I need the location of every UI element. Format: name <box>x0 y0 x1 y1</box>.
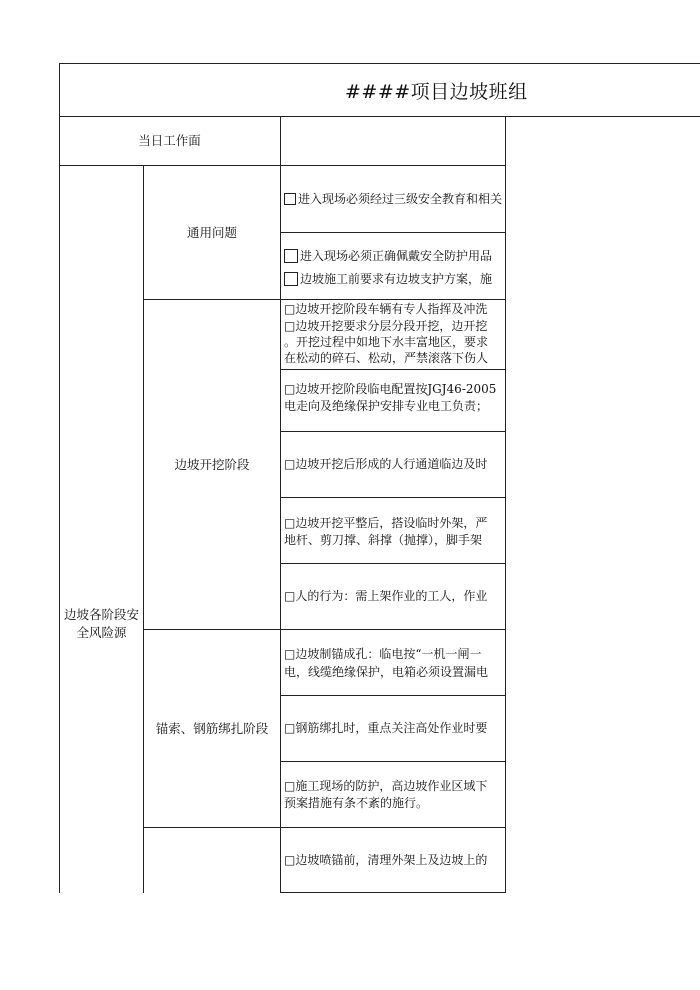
rule-left <box>59 63 60 893</box>
item-text: 在松动的碎石、松动，严禁滚落下伤人 <box>284 351 489 365</box>
rule-content-right <box>505 116 506 893</box>
item-text: □人的行为：需上架作业的工人，作业 <box>284 589 488 603</box>
rule-workface-bottom <box>59 165 505 166</box>
checkbox-icon[interactable] <box>284 193 296 205</box>
item-text: □边坡开挖后形成的人行通道临边及时 <box>284 457 488 471</box>
rule-a1-bottom <box>280 695 505 696</box>
page-title: ####项目边坡班组 <box>345 81 528 103</box>
item-text: □边坡开挖要求分层分段开挖，边开挖 <box>284 319 488 333</box>
item-text: 边坡施工前要求有边坡支护方案，施 <box>300 272 493 286</box>
item-text: □钢筋绑扎时，重点关注高处作业时要 <box>284 721 488 735</box>
rule-general-split <box>280 232 505 233</box>
rule-top <box>59 63 700 64</box>
item-text: 地杆、剪刀撑、斜撑（抛撑），脚手架 <box>284 533 483 547</box>
item-text: 电，线缆绝缘保护，电箱必须设置漏电 <box>284 665 489 679</box>
stage-general-label: 通用问题 <box>186 224 237 240</box>
checklist-item <box>284 191 502 208</box>
stage-anchor-label: 锚索、钢筋绑扎阶段 <box>155 720 269 736</box>
item-text: 电走向及绝缘保护安排专业电工负责； <box>284 399 489 413</box>
item-text: □施工现场的防护，高边坡作业区域下 <box>284 779 488 793</box>
stage-excavation-label: 边坡开挖阶段 <box>174 456 250 472</box>
risk-category-label: 边坡各阶段安全风险源 <box>63 607 139 640</box>
item-text: 预案措施有条不紊的施行。 <box>284 796 429 810</box>
checkbox-icon[interactable] <box>284 272 298 286</box>
item-text: 。开挖过程中如地下水丰富地区，要求 <box>284 335 489 349</box>
safety-checklist-sheet <box>59 63 700 893</box>
rule-e4-bottom <box>280 563 505 564</box>
item-text: □边坡开挖阶段临电配置按JGJ46-2005 <box>284 382 497 396</box>
rule-s1-bottom <box>280 892 505 893</box>
rule-stage-right <box>280 116 281 893</box>
checkbox-icon[interactable] <box>284 249 298 263</box>
rule-e3-bottom <box>280 497 505 498</box>
checklist-item <box>284 248 492 265</box>
checklist-item <box>284 271 492 288</box>
item-text: □边坡制锚成孔：临电按“一机一闸一 <box>284 647 482 661</box>
rule-a2-bottom <box>280 761 505 762</box>
rule-e1-bottom <box>280 369 505 370</box>
item-text: □边坡开挖阶段车辆有专人指挥及冲洗 <box>284 302 488 316</box>
item-text: 进入现场必须经过三级安全教育和相关 <box>298 192 503 206</box>
item-text: □边坡喷锚前，清理外架上及边坡上的 <box>284 853 488 867</box>
rule-anchor-bottom <box>143 827 505 828</box>
item-text: □边坡开挖平整后，搭设临时外架，严 <box>284 516 488 530</box>
workface-label: 当日工作面 <box>138 133 201 148</box>
item-text: 进入现场必须正确佩戴安全防护用品 <box>300 249 493 263</box>
rule-e2-bottom <box>280 431 505 432</box>
